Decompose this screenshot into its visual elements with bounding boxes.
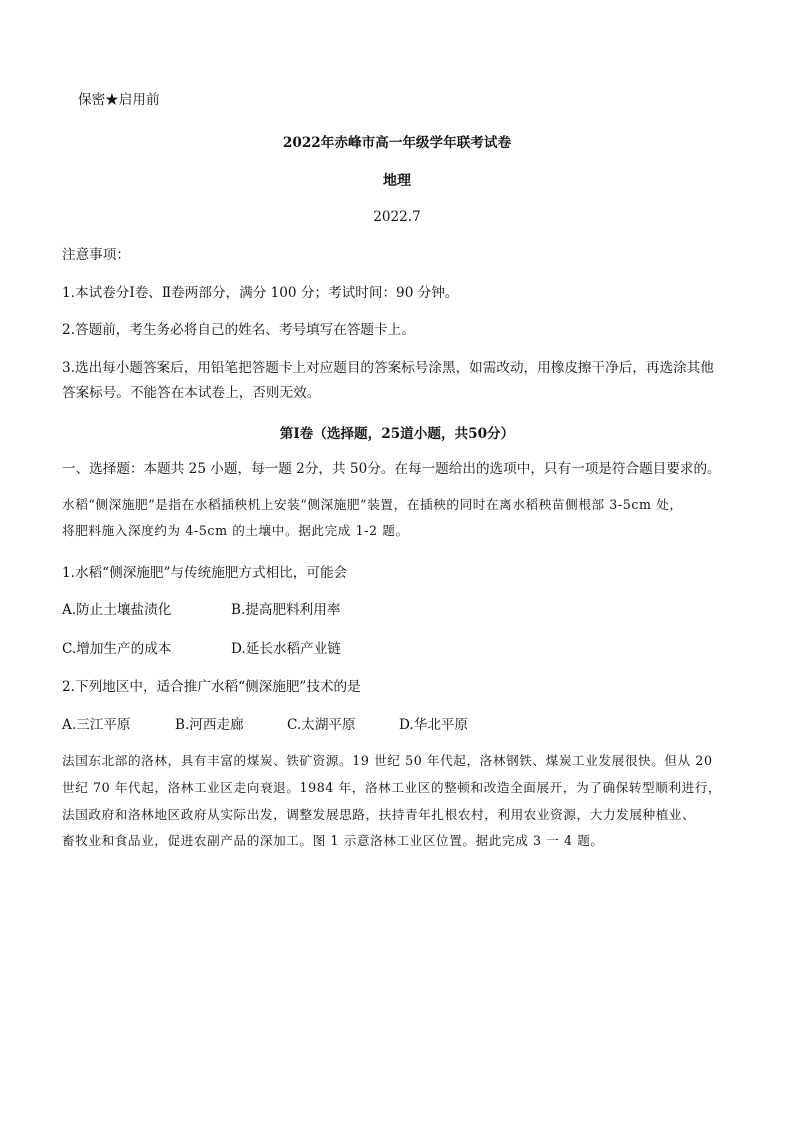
exam-date: 2022.7: [373, 209, 421, 225]
question-1-option-d: D.延长水稻产业链: [231, 641, 341, 657]
passage-2-line-3: 法国政府和洛林地区政府从实际出发，调整发展思路，扶持青年扎根农村，利用农业资源，大力发展种植业、: [62, 807, 696, 822]
notes-item-3-line-2: 答案标号。不能答在本试卷上，否则无效。: [62, 385, 321, 401]
notes-title: 注意事项：: [62, 247, 130, 263]
passage-1-line-1: 水稻“侧深施肥”是指在水稻插秧机上安装“侧深施肥”装置，在插秧的同时在离水稻秧苗侧根部 3-5cm 处，: [62, 497, 683, 512]
passage-2-line-4: 畜牧业和食品业，促进农副产品的深加工。图 1 示意洛林工业区位置。据此完成 3 一 4 题。: [62, 833, 604, 848]
exam-title: 2022年赤峰市高一年级学年联考试卷: [282, 135, 512, 151]
question-1-stem: 1.水稻“侧深施肥”与传统施肥方式相比，可能会: [62, 565, 348, 581]
question-1-option-a: A.防止土壤盐渍化: [62, 602, 172, 618]
passage-2-line-2: 世纪 70 年代起，洛林工业区走向衰退。1984 年，洛林工业区的整顿和改造全面展开，为了确保转型顺利进行，: [62, 780, 722, 795]
question-1-option-b: B.提高肥料利用率: [231, 602, 341, 618]
subject-title: 地理: [383, 173, 411, 189]
notes-item-1: 1.本试卷分Ⅰ卷、Ⅱ卷两部分，满分 100 分；考试时间：90 分钟。: [62, 285, 459, 301]
question-2-option-a: A.三江平原: [62, 717, 131, 733]
question-1-option-c: C.增加生产的成本: [62, 641, 172, 657]
passage-1-line-2: 将肥料施入深度约为 4-5cm 的土壤中。据此完成 1-2 题。: [62, 523, 409, 538]
question-2-option-d: D.华北平原: [399, 717, 469, 733]
notes-item-3-line-1: 3.选出每小题答案后，用铅笔把答题卡上对应题目的答案标号涂黑，如需改动，用橡皮擦干净后，再选涂其他: [62, 360, 714, 376]
question-2-stem: 2.下列地区中，适合推广水稻“侧深施肥”技术的是: [62, 679, 361, 695]
section-title: 第Ⅰ卷（选择题，25道小题，共50分）: [279, 426, 515, 442]
notes-item-2: 2.答题前，考生务必将自己的姓名、考号填写在答题卡上。: [62, 322, 415, 338]
question-2-option-c: C.太湖平原: [287, 717, 356, 733]
passage-2-line-1: 法国东北部的洛林，具有丰富的煤炭、铁矿资源。19 世纪 50 年代起，洛林钢铁、煤炭工业发展很快。但从 20: [62, 753, 713, 768]
confidential-label: 保密★启用前: [78, 92, 160, 108]
section-instruction: 一、选择题：本题共 25 小题，每一题 2分，共 50分。在每一题给出的选项中，只有一项是符合题目要求的。: [62, 461, 721, 477]
question-2-option-b: B.河西走廊: [175, 717, 244, 733]
